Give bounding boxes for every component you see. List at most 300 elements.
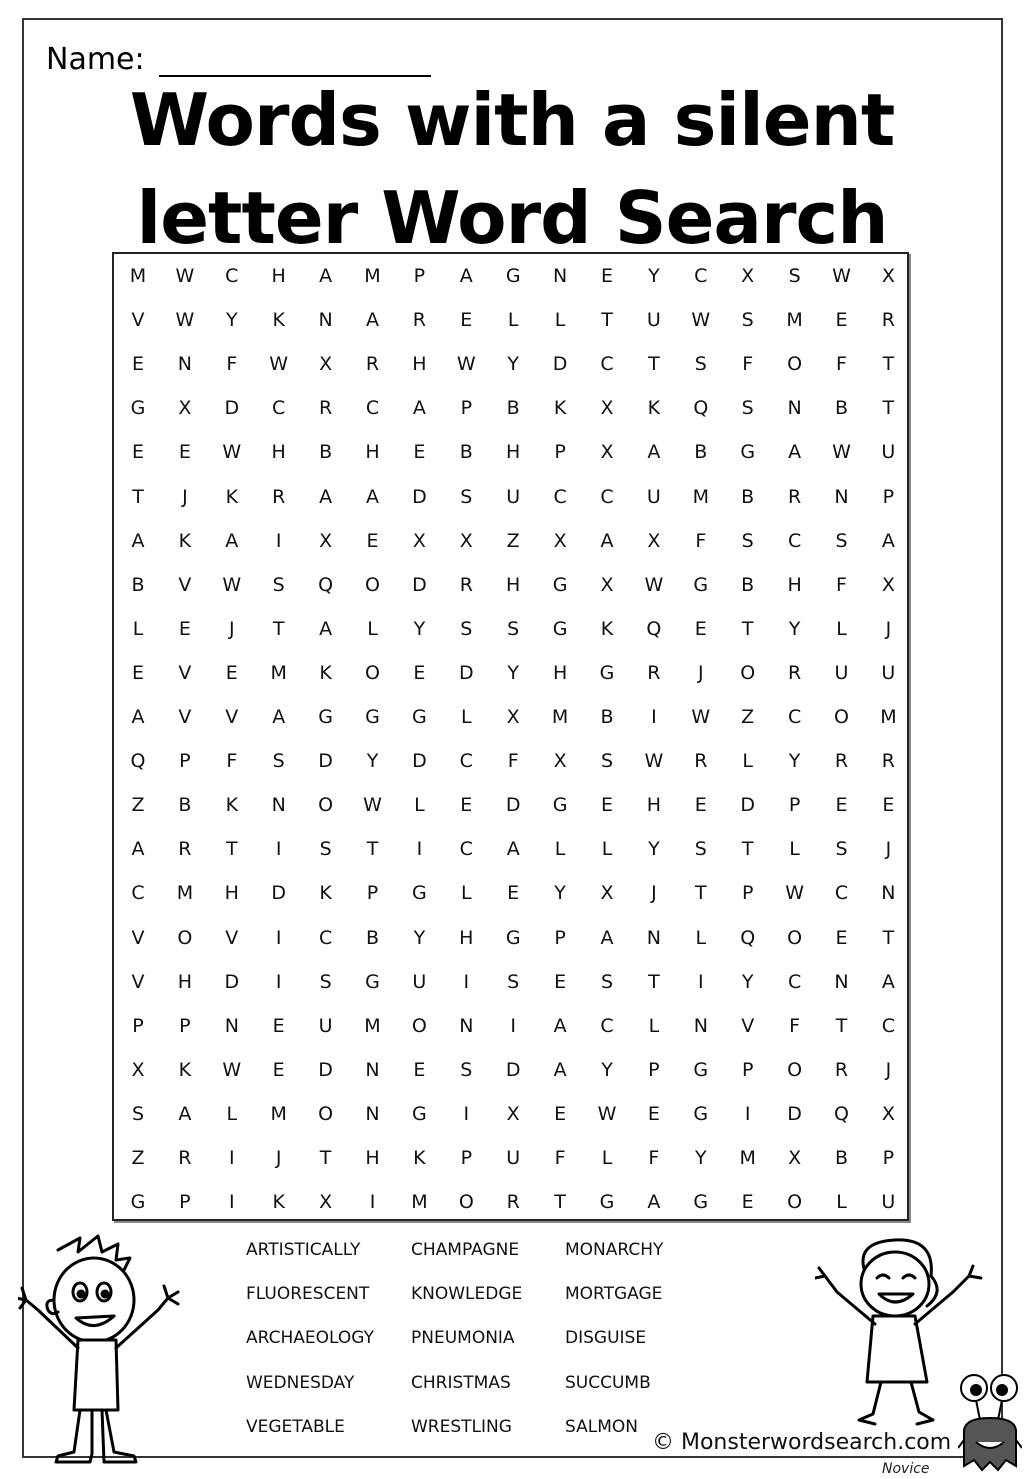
- grid-cell[interactable]: A: [178, 1102, 192, 1125]
- grid-cell[interactable]: U: [646, 309, 661, 332]
- grid-cell[interactable]: J: [885, 617, 892, 640]
- grid-cell[interactable]: X: [600, 397, 614, 420]
- grid-cell[interactable]: Y: [225, 309, 238, 332]
- grid-cell[interactable]: X: [647, 529, 661, 552]
- grid-cell[interactable]: W: [691, 706, 711, 728]
- grid-cell[interactable]: H: [177, 970, 193, 993]
- grid-cell[interactable]: E: [600, 265, 613, 287]
- grid-cell[interactable]: E: [178, 617, 191, 640]
- grid-cell[interactable]: F: [226, 353, 238, 376]
- grid-cell[interactable]: L: [836, 1191, 847, 1214]
- grid-cell[interactable]: K: [178, 529, 192, 552]
- grid-cell[interactable]: S: [272, 573, 285, 596]
- grid-cell[interactable]: Q: [646, 617, 662, 640]
- grid-cell[interactable]: D: [318, 1058, 333, 1081]
- grid-cell[interactable]: G: [693, 1058, 709, 1081]
- grid-cell[interactable]: B: [834, 397, 849, 420]
- grid-cell[interactable]: C: [365, 397, 380, 420]
- grid-cell[interactable]: L: [132, 617, 144, 640]
- grid-cell[interactable]: E: [835, 794, 848, 817]
- grid-cell[interactable]: S: [694, 353, 707, 376]
- grid-cell[interactable]: E: [413, 1058, 426, 1081]
- grid-cell[interactable]: B: [365, 926, 380, 949]
- grid-cell[interactable]: E: [131, 661, 144, 684]
- grid-cell[interactable]: Y: [648, 265, 660, 287]
- grid-cell[interactable]: S: [507, 617, 520, 640]
- grid-cell[interactable]: V: [741, 1014, 755, 1037]
- grid-cell[interactable]: O: [318, 794, 334, 817]
- grid-cell[interactable]: H: [787, 573, 802, 596]
- grid-cell[interactable]: E: [366, 529, 379, 552]
- grid-cell[interactable]: F: [554, 1147, 566, 1169]
- grid-cell[interactable]: C: [131, 882, 145, 905]
- grid-cell[interactable]: T: [132, 485, 144, 508]
- grid-cell[interactable]: K: [413, 1147, 426, 1169]
- grid-cell[interactable]: G: [693, 1191, 709, 1214]
- grid-cell[interactable]: T: [554, 1191, 566, 1214]
- grid-cell[interactable]: W: [222, 573, 242, 596]
- grid-cell[interactable]: U: [506, 1147, 521, 1169]
- grid-cell[interactable]: R: [318, 397, 333, 420]
- grid-cell[interactable]: G: [505, 265, 521, 287]
- grid-cell[interactable]: K: [178, 1058, 192, 1081]
- grid-cell[interactable]: I: [510, 1014, 516, 1037]
- grid-cell[interactable]: A: [272, 706, 286, 728]
- grid-cell[interactable]: D: [412, 485, 427, 508]
- grid-cell[interactable]: X: [553, 529, 567, 552]
- grid-cell[interactable]: B: [834, 1147, 849, 1169]
- grid-cell[interactable]: D: [412, 573, 427, 596]
- grid-cell[interactable]: A: [459, 265, 473, 287]
- grid-cell[interactable]: H: [365, 1147, 380, 1169]
- grid-cell[interactable]: I: [275, 926, 282, 949]
- grid-cell[interactable]: C: [318, 926, 333, 949]
- grid-cell[interactable]: L: [367, 617, 378, 640]
- grid-cell[interactable]: D: [458, 661, 474, 684]
- grid-cell[interactable]: K: [647, 397, 661, 420]
- grid-cell[interactable]: C: [272, 397, 286, 420]
- grid-cell[interactable]: I: [697, 970, 704, 993]
- grid-cell[interactable]: X: [319, 353, 333, 376]
- grid-cell[interactable]: C: [694, 265, 708, 287]
- grid-cell[interactable]: H: [646, 794, 662, 817]
- grid-cell[interactable]: L: [601, 838, 613, 861]
- grid-cell[interactable]: X: [131, 1058, 145, 1081]
- grid-cell[interactable]: G: [599, 1191, 615, 1214]
- name-line[interactable]: [159, 45, 431, 77]
- grid-cell[interactable]: R: [178, 1147, 192, 1169]
- grid-cell[interactable]: P: [788, 794, 801, 817]
- grid-cell[interactable]: T: [741, 617, 754, 640]
- grid-cell[interactable]: W: [456, 353, 476, 376]
- grid-cell[interactable]: P: [132, 1014, 144, 1037]
- grid-cell[interactable]: Y: [413, 926, 426, 949]
- grid-cell[interactable]: E: [178, 441, 191, 464]
- grid-cell[interactable]: D: [787, 1102, 802, 1125]
- grid-cell[interactable]: L: [554, 309, 566, 332]
- grid-cell[interactable]: V: [225, 706, 239, 728]
- grid-cell[interactable]: F: [648, 1147, 660, 1169]
- grid-cell[interactable]: B: [178, 794, 192, 817]
- grid-cell[interactable]: X: [553, 750, 567, 773]
- grid-cell[interactable]: B: [506, 397, 520, 420]
- grid-cell[interactable]: V: [225, 926, 239, 949]
- grid-cell[interactable]: E: [272, 1058, 285, 1081]
- grid-cell[interactable]: G: [365, 706, 380, 728]
- grid-cell[interactable]: G: [412, 882, 427, 905]
- grid-cell[interactable]: L: [695, 926, 707, 949]
- grid-cell[interactable]: W: [597, 1102, 617, 1125]
- grid-cell[interactable]: U: [881, 661, 896, 684]
- grid-cell[interactable]: S: [460, 617, 473, 640]
- grid-cell[interactable]: D: [740, 794, 755, 817]
- grid-cell[interactable]: Z: [131, 794, 145, 817]
- grid-cell[interactable]: H: [552, 661, 568, 684]
- grid-cell[interactable]: L: [414, 794, 425, 817]
- grid-cell[interactable]: U: [881, 1191, 896, 1214]
- grid-cell[interactable]: W: [832, 265, 851, 287]
- grid-cell[interactable]: I: [744, 1102, 751, 1125]
- grid-cell[interactable]: I: [369, 1191, 376, 1214]
- grid-cell[interactable]: A: [788, 441, 802, 464]
- grid-cell[interactable]: S: [835, 838, 848, 861]
- grid-cell[interactable]: W: [175, 309, 195, 332]
- grid-cell[interactable]: F: [226, 750, 238, 773]
- grid-cell[interactable]: M: [129, 265, 147, 287]
- grid-cell[interactable]: P: [460, 1147, 473, 1169]
- grid-cell[interactable]: G: [599, 661, 615, 684]
- grid-cell[interactable]: G: [365, 970, 380, 993]
- grid-cell[interactable]: Z: [131, 1147, 145, 1169]
- grid-cell[interactable]: G: [693, 1102, 709, 1125]
- grid-cell[interactable]: Q: [740, 926, 756, 949]
- grid-cell[interactable]: A: [553, 1058, 567, 1081]
- grid-cell[interactable]: T: [694, 882, 707, 905]
- grid-cell[interactable]: X: [788, 1147, 802, 1169]
- grid-cell[interactable]: C: [787, 706, 802, 728]
- grid-cell[interactable]: D: [505, 1058, 521, 1081]
- grid-cell[interactable]: G: [505, 926, 521, 949]
- grid-cell[interactable]: U: [318, 1014, 333, 1037]
- grid-cell[interactable]: N: [646, 926, 661, 949]
- grid-cell[interactable]: E: [507, 882, 520, 905]
- grid-cell[interactable]: O: [411, 1014, 427, 1037]
- grid-cell[interactable]: E: [413, 661, 426, 684]
- grid-cell[interactable]: K: [272, 1191, 285, 1214]
- grid-cell[interactable]: C: [834, 882, 849, 905]
- grid-cell[interactable]: Y: [366, 750, 379, 773]
- grid-cell[interactable]: M: [176, 882, 194, 905]
- grid-cell[interactable]: I: [416, 838, 423, 861]
- grid-cell[interactable]: Z: [506, 529, 520, 552]
- grid-cell[interactable]: P: [741, 882, 754, 905]
- grid-cell[interactable]: I: [275, 529, 282, 552]
- grid-cell[interactable]: O: [787, 353, 803, 376]
- grid-cell[interactable]: D: [412, 750, 427, 773]
- grid-cell[interactable]: M: [270, 661, 287, 684]
- grid-cell[interactable]: A: [600, 926, 614, 949]
- grid-cell[interactable]: X: [881, 265, 895, 287]
- grid-cell[interactable]: U: [506, 485, 521, 508]
- grid-cell[interactable]: R: [787, 485, 802, 508]
- grid-cell[interactable]: F: [742, 353, 754, 376]
- grid-cell[interactable]: I: [275, 970, 282, 993]
- grid-cell[interactable]: J: [885, 1058, 892, 1081]
- grid-cell[interactable]: D: [224, 397, 240, 420]
- grid-cell[interactable]: N: [177, 353, 192, 376]
- grid-cell[interactable]: P: [741, 1058, 754, 1081]
- grid-cell[interactable]: S: [460, 485, 473, 508]
- grid-cell[interactable]: S: [507, 970, 520, 993]
- grid-cell[interactable]: U: [881, 441, 896, 464]
- grid-cell[interactable]: S: [600, 750, 614, 773]
- grid-cell[interactable]: V: [131, 926, 145, 949]
- grid-cell[interactable]: F: [836, 353, 847, 376]
- grid-cell[interactable]: R: [881, 750, 895, 773]
- grid-cell[interactable]: R: [834, 1058, 849, 1081]
- grid-cell[interactable]: D: [318, 750, 333, 773]
- grid-cell[interactable]: G: [552, 573, 568, 596]
- grid-cell[interactable]: F: [695, 529, 707, 552]
- grid-cell[interactable]: O: [787, 1058, 803, 1081]
- grid-cell[interactable]: A: [225, 529, 239, 552]
- grid-cell[interactable]: N: [693, 1014, 708, 1037]
- grid-cell[interactable]: J: [697, 661, 704, 684]
- grid-cell[interactable]: O: [365, 573, 380, 596]
- grid-cell[interactable]: Y: [648, 838, 660, 861]
- grid-cell[interactable]: O: [787, 926, 803, 949]
- grid-cell[interactable]: S: [600, 970, 614, 993]
- grid-cell[interactable]: A: [647, 1191, 661, 1214]
- grid-cell[interactable]: I: [228, 1191, 235, 1214]
- grid-cell[interactable]: K: [553, 397, 567, 420]
- grid-cell[interactable]: Y: [788, 617, 801, 640]
- grid-cell[interactable]: B: [131, 573, 145, 596]
- grid-cell[interactable]: R: [412, 309, 426, 332]
- grid-cell[interactable]: T: [648, 970, 660, 993]
- grid-cell[interactable]: M: [880, 706, 897, 728]
- grid-cell[interactable]: S: [319, 838, 332, 861]
- grid-cell[interactable]: C: [459, 838, 473, 861]
- grid-cell[interactable]: A: [319, 617, 333, 640]
- grid-cell[interactable]: A: [366, 309, 379, 332]
- grid-cell[interactable]: Y: [507, 353, 519, 376]
- grid-cell[interactable]: P: [554, 926, 566, 949]
- grid-cell[interactable]: G: [318, 706, 333, 728]
- grid-cell[interactable]: D: [224, 970, 240, 993]
- grid-cell[interactable]: P: [413, 265, 426, 287]
- grid-cell[interactable]: G: [552, 617, 568, 640]
- grid-cell[interactable]: X: [319, 529, 333, 552]
- grid-cell[interactable]: L: [789, 838, 800, 861]
- grid-cell[interactable]: X: [319, 1191, 333, 1214]
- grid-cell[interactable]: O: [740, 661, 756, 684]
- grid-cell[interactable]: E: [131, 353, 144, 376]
- grid-cell[interactable]: C: [787, 970, 802, 993]
- grid-cell[interactable]: Y: [507, 661, 519, 684]
- grid-cell[interactable]: X: [506, 1102, 520, 1125]
- grid-cell[interactable]: E: [554, 1102, 567, 1125]
- grid-cell[interactable]: T: [366, 838, 379, 861]
- grid-cell[interactable]: H: [506, 573, 521, 596]
- grid-cell[interactable]: R: [647, 661, 661, 684]
- grid-cell[interactable]: A: [366, 485, 379, 508]
- grid-cell[interactable]: X: [881, 1102, 895, 1125]
- grid-cell[interactable]: P: [366, 882, 379, 905]
- grid-cell[interactable]: A: [553, 1014, 567, 1037]
- grid-cell[interactable]: H: [459, 926, 474, 949]
- grid-cell[interactable]: H: [271, 265, 286, 287]
- grid-cell[interactable]: S: [694, 838, 707, 861]
- grid-cell[interactable]: V: [178, 573, 192, 596]
- grid-cell[interactable]: P: [554, 441, 566, 464]
- grid-cell[interactable]: Y: [413, 617, 426, 640]
- grid-cell[interactable]: A: [647, 441, 661, 464]
- grid-cell[interactable]: P: [648, 1058, 660, 1081]
- grid-cell[interactable]: Q: [834, 1102, 849, 1125]
- grid-cell[interactable]: L: [226, 1102, 238, 1125]
- grid-cell[interactable]: W: [644, 573, 664, 596]
- grid-cell[interactable]: K: [319, 661, 332, 684]
- grid-cell[interactable]: V: [131, 309, 145, 332]
- grid-cell[interactable]: E: [600, 794, 613, 817]
- grid-cell[interactable]: Y: [741, 970, 754, 993]
- grid-cell[interactable]: E: [694, 617, 707, 640]
- grid-cell[interactable]: N: [224, 1014, 239, 1037]
- grid-cell[interactable]: W: [222, 1058, 242, 1081]
- grid-cell[interactable]: W: [832, 441, 851, 464]
- grid-cell[interactable]: E: [460, 794, 473, 817]
- grid-cell[interactable]: O: [787, 1191, 803, 1214]
- grid-cell[interactable]: S: [741, 397, 754, 420]
- grid-cell[interactable]: O: [458, 1191, 474, 1214]
- grid-cell[interactable]: T: [272, 617, 285, 640]
- grid-cell[interactable]: T: [319, 1147, 332, 1169]
- grid-cell[interactable]: E: [131, 441, 144, 464]
- grid-cell[interactable]: T: [882, 353, 895, 376]
- grid-cell[interactable]: X: [506, 706, 520, 728]
- grid-cell[interactable]: I: [228, 1147, 235, 1169]
- grid-cell[interactable]: A: [131, 529, 145, 552]
- grid-cell[interactable]: V: [178, 661, 192, 684]
- grid-cell[interactable]: P: [179, 1191, 191, 1214]
- grid-cell[interactable]: A: [319, 265, 333, 287]
- grid-cell[interactable]: P: [460, 397, 473, 420]
- grid-cell[interactable]: P: [882, 1147, 895, 1169]
- grid-cell[interactable]: S: [272, 750, 285, 773]
- grid-cell[interactable]: K: [600, 617, 614, 640]
- grid-cell[interactable]: X: [741, 265, 755, 287]
- grid-cell[interactable]: P: [179, 1014, 191, 1037]
- grid-cell[interactable]: C: [881, 1014, 896, 1037]
- grid-cell[interactable]: G: [552, 794, 568, 817]
- grid-cell[interactable]: S: [741, 309, 754, 332]
- grid-cell[interactable]: M: [364, 1014, 381, 1037]
- grid-cell[interactable]: N: [459, 1014, 474, 1037]
- grid-cell[interactable]: S: [319, 970, 332, 993]
- grid-cell[interactable]: C: [600, 1014, 614, 1037]
- grid-cell[interactable]: C: [787, 529, 802, 552]
- grid-cell[interactable]: I: [463, 970, 470, 993]
- grid-cell[interactable]: S: [788, 265, 801, 287]
- grid-cell[interactable]: B: [319, 441, 333, 464]
- grid-cell[interactable]: B: [459, 441, 473, 464]
- grid-cell[interactable]: E: [647, 1102, 660, 1125]
- grid-cell[interactable]: K: [319, 882, 332, 905]
- grid-cell[interactable]: A: [506, 838, 520, 861]
- grid-cell[interactable]: Z: [741, 706, 755, 728]
- grid-cell[interactable]: J: [275, 1147, 282, 1169]
- grid-cell[interactable]: D: [552, 353, 568, 376]
- grid-cell[interactable]: H: [271, 441, 286, 464]
- grid-cell[interactable]: C: [459, 750, 473, 773]
- grid-cell[interactable]: X: [412, 529, 426, 552]
- grid-cell[interactable]: H: [412, 353, 427, 376]
- grid-cell[interactable]: E: [460, 309, 473, 332]
- grid-cell[interactable]: R: [365, 353, 380, 376]
- grid-cell[interactable]: J: [885, 838, 892, 861]
- grid-cell[interactable]: V: [178, 706, 192, 728]
- grid-cell[interactable]: N: [365, 1102, 380, 1125]
- grid-cell[interactable]: G: [130, 397, 146, 420]
- grid-cell[interactable]: Y: [601, 1058, 613, 1081]
- grid-cell[interactable]: O: [177, 926, 193, 949]
- grid-cell[interactable]: W: [644, 750, 664, 773]
- grid-cell[interactable]: L: [742, 750, 753, 773]
- grid-cell[interactable]: U: [412, 970, 427, 993]
- grid-cell[interactable]: S: [741, 529, 754, 552]
- grid-cell[interactable]: I: [275, 838, 282, 861]
- grid-cell[interactable]: O: [834, 706, 849, 728]
- grid-cell[interactable]: M: [411, 1191, 428, 1214]
- grid-cell[interactable]: K: [272, 309, 285, 332]
- grid-cell[interactable]: C: [225, 265, 239, 287]
- grid-cell[interactable]: W: [175, 265, 195, 287]
- grid-cell[interactable]: M: [364, 265, 381, 287]
- grid-cell[interactable]: X: [600, 882, 614, 905]
- grid-cell[interactable]: R: [881, 309, 895, 332]
- grid-cell[interactable]: R: [834, 750, 849, 773]
- grid-cell[interactable]: X: [600, 573, 614, 596]
- grid-cell[interactable]: A: [319, 485, 333, 508]
- grid-cell[interactable]: E: [882, 794, 895, 817]
- grid-cell[interactable]: N: [881, 882, 896, 905]
- grid-cell[interactable]: W: [363, 794, 382, 817]
- grid-cell[interactable]: L: [601, 1147, 613, 1169]
- grid-cell[interactable]: O: [365, 661, 380, 684]
- grid-cell[interactable]: N: [834, 970, 849, 993]
- grid-cell[interactable]: Y: [788, 750, 801, 773]
- grid-cell[interactable]: K: [225, 485, 239, 508]
- grid-cell[interactable]: M: [692, 485, 709, 508]
- grid-cell[interactable]: N: [834, 485, 849, 508]
- grid-cell[interactable]: L: [507, 309, 519, 332]
- grid-cell[interactable]: X: [881, 573, 895, 596]
- grid-cell[interactable]: E: [835, 926, 848, 949]
- grid-cell[interactable]: J: [182, 485, 188, 508]
- grid-cell[interactable]: H: [224, 882, 239, 905]
- grid-cell[interactable]: G: [740, 441, 756, 464]
- grid-cell[interactable]: R: [178, 838, 192, 861]
- grid-cell[interactable]: I: [463, 1102, 470, 1125]
- grid-cell[interactable]: A: [131, 706, 145, 728]
- grid-cell[interactable]: S: [460, 1058, 473, 1081]
- grid-cell[interactable]: C: [600, 353, 614, 376]
- grid-cell[interactable]: X: [459, 529, 473, 552]
- grid-cell[interactable]: R: [272, 485, 286, 508]
- grid-cell[interactable]: F: [507, 750, 519, 773]
- grid-cell[interactable]: R: [787, 661, 802, 684]
